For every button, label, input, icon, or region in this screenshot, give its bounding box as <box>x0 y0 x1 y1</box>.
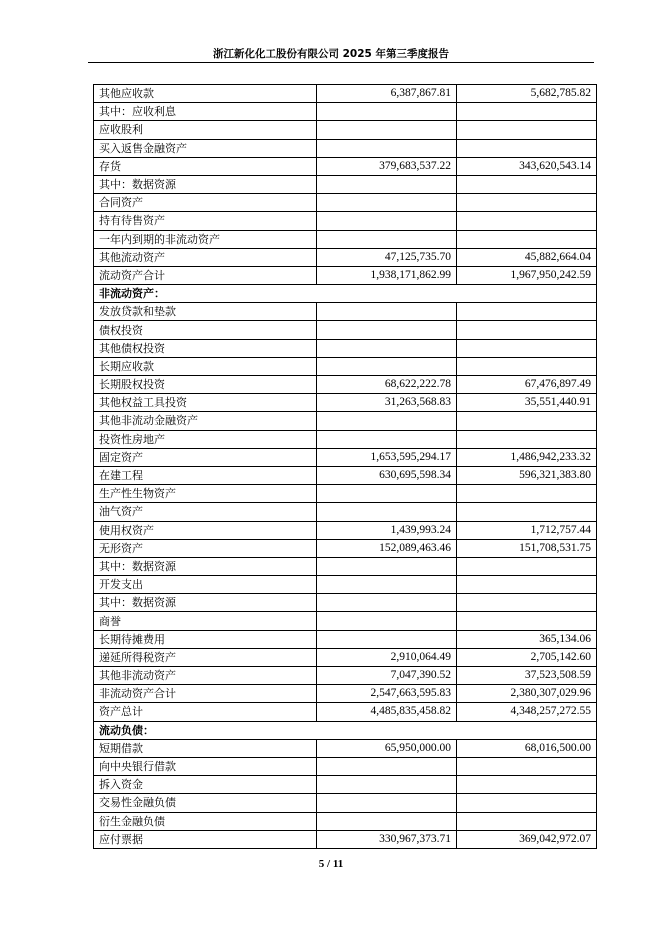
row-label: 在建工程 <box>94 466 317 484</box>
row-label: 油气资产 <box>94 503 317 521</box>
table-row <box>94 212 597 230</box>
period-end-value <box>317 121 457 139</box>
row-label: 商誉 <box>94 612 317 630</box>
prior-year-end-value: 37,523,508.59 <box>457 667 597 685</box>
period-end-value <box>317 412 457 430</box>
row-label: 买入返售金融资产 <box>94 139 317 157</box>
table-row <box>94 794 597 812</box>
prior-year-end-value <box>457 503 597 521</box>
section-label: 流动负债： <box>94 721 597 739</box>
prior-year-end-value: 1,486,942,233.32 <box>457 448 597 466</box>
period-end-value <box>317 212 457 230</box>
prior-year-end-value <box>457 212 597 230</box>
table-row <box>94 103 597 121</box>
period-end-value: 379,683,537.22 <box>317 157 457 175</box>
table-row <box>94 339 597 357</box>
row-label: 使用权资产 <box>94 521 317 539</box>
table-row <box>94 321 597 339</box>
prior-year-end-value: 45,882,664.04 <box>457 248 597 266</box>
section-label: 非流动资产： <box>94 285 597 303</box>
prior-year-end-value <box>457 612 597 630</box>
prior-year-end-value <box>457 557 597 575</box>
period-end-value <box>317 357 457 375</box>
balance-sheet-table <box>93 84 597 849</box>
table-row <box>94 466 597 484</box>
period-end-value: 2,910,064.49 <box>317 648 457 666</box>
period-end-value <box>317 303 457 321</box>
prior-year-end-value <box>457 430 597 448</box>
row-label: 持有待售资产 <box>94 212 317 230</box>
period-end-value <box>317 594 457 612</box>
prior-year-end-value: 5,682,785.82 <box>457 85 597 103</box>
period-end-value: 31,263,568.83 <box>317 394 457 412</box>
table-row <box>94 248 597 266</box>
prior-year-end-value: 35,551,440.91 <box>457 394 597 412</box>
row-label: 一年内到期的非流动资产 <box>94 230 317 248</box>
table-row <box>94 394 597 412</box>
period-end-value <box>317 339 457 357</box>
prior-year-end-value: 2,380,307,029.96 <box>457 685 597 703</box>
period-end-value: 2,547,663,595.83 <box>317 685 457 703</box>
row-label: 合同资产 <box>94 194 317 212</box>
table-row <box>94 448 597 466</box>
period-end-value <box>317 776 457 794</box>
prior-year-end-value <box>457 303 597 321</box>
period-end-value: 7,047,390.52 <box>317 667 457 685</box>
row-label: 债权投资 <box>94 321 317 339</box>
period-end-value <box>317 757 457 775</box>
table-row <box>94 612 597 630</box>
section-header-row <box>94 721 597 739</box>
period-end-value <box>317 194 457 212</box>
row-label: 应收股利 <box>94 121 317 139</box>
period-end-value <box>317 630 457 648</box>
row-label: 递延所得税资产 <box>94 648 317 666</box>
prior-year-end-value <box>457 485 597 503</box>
prior-year-end-value <box>457 194 597 212</box>
table-row <box>94 376 597 394</box>
table-row <box>94 303 597 321</box>
row-label: 长期待摊费用 <box>94 630 317 648</box>
prior-year-end-value <box>457 794 597 812</box>
period-end-value <box>317 576 457 594</box>
period-end-value: 1,653,595,294.17 <box>317 448 457 466</box>
prior-year-end-value: 67,476,897.49 <box>457 376 597 394</box>
table-row <box>94 503 597 521</box>
prior-year-end-value <box>457 103 597 121</box>
prior-year-end-value <box>457 139 597 157</box>
table-row <box>94 412 597 430</box>
period-end-value <box>317 503 457 521</box>
row-label: 资产总计 <box>94 703 317 721</box>
table-row <box>94 830 597 848</box>
table-row <box>94 594 597 612</box>
table-row <box>94 485 597 503</box>
table-row <box>94 576 597 594</box>
period-end-value: 1,439,993.24 <box>317 521 457 539</box>
section-header-row <box>94 285 597 303</box>
period-end-value: 4,485,835,458.82 <box>317 703 457 721</box>
prior-year-end-value: 343,620,543.14 <box>457 157 597 175</box>
table-row <box>94 194 597 212</box>
period-end-value <box>317 430 457 448</box>
table-row <box>94 539 597 557</box>
table-row <box>94 139 597 157</box>
row-label: 其他应收款 <box>94 85 317 103</box>
prior-year-end-value <box>457 230 597 248</box>
period-end-value: 330,967,373.71 <box>317 830 457 848</box>
period-end-value: 630,695,598.34 <box>317 466 457 484</box>
period-end-value <box>317 103 457 121</box>
row-label: 拆入资金 <box>94 776 317 794</box>
period-end-value <box>317 175 457 193</box>
table-row <box>94 739 597 757</box>
period-end-value <box>317 557 457 575</box>
table-row <box>94 230 597 248</box>
row-label: 短期借款 <box>94 739 317 757</box>
prior-year-end-value: 1,712,757.44 <box>457 521 597 539</box>
table-row <box>94 175 597 193</box>
period-end-value: 6,387,867.81 <box>317 85 457 103</box>
row-label: 其他非流动资产 <box>94 667 317 685</box>
period-end-value <box>317 612 457 630</box>
prior-year-end-value <box>457 175 597 193</box>
table-row <box>94 557 597 575</box>
prior-year-end-value: 4,348,257,272.55 <box>457 703 597 721</box>
row-label: 应付票据 <box>94 830 317 848</box>
row-label: 向中央银行借款 <box>94 757 317 775</box>
prior-year-end-value: 596,321,383.80 <box>457 466 597 484</box>
prior-year-end-value <box>457 576 597 594</box>
prior-year-end-value <box>457 412 597 430</box>
row-label: 非流动资产合计 <box>94 685 317 703</box>
prior-year-end-value: 151,708,531.75 <box>457 539 597 557</box>
table-row <box>94 121 597 139</box>
row-label: 其中：数据资源 <box>94 594 317 612</box>
table-row <box>94 85 597 103</box>
row-label: 生产性生物资产 <box>94 485 317 503</box>
page-number: 5 / 11 <box>318 858 344 870</box>
balance-sheet-body <box>94 85 597 849</box>
period-end-value <box>317 812 457 830</box>
report-header-title: 浙江新化化工股份有限公司 2025 年第三季度报告 <box>212 48 450 60</box>
row-label: 流动资产合计 <box>94 266 317 284</box>
table-row <box>94 667 597 685</box>
period-end-value: 68,622,222.78 <box>317 376 457 394</box>
row-label: 无形资产 <box>94 539 317 557</box>
table-row <box>94 812 597 830</box>
row-label: 衍生金融负债 <box>94 812 317 830</box>
period-end-value <box>317 794 457 812</box>
table-row <box>94 157 597 175</box>
table-row <box>94 757 597 775</box>
prior-year-end-value <box>457 339 597 357</box>
row-label: 其中：数据资源 <box>94 175 317 193</box>
prior-year-end-value: 369,042,972.07 <box>457 830 597 848</box>
prior-year-end-value <box>457 321 597 339</box>
period-end-value <box>317 485 457 503</box>
table-row <box>94 430 597 448</box>
row-label: 开发支出 <box>94 576 317 594</box>
table-row <box>94 703 597 721</box>
period-end-value <box>317 321 457 339</box>
period-end-value <box>317 230 457 248</box>
prior-year-end-value: 2,705,142.60 <box>457 648 597 666</box>
row-label: 发放贷款和垫款 <box>94 303 317 321</box>
table-row <box>94 648 597 666</box>
row-label: 交易性金融负债 <box>94 794 317 812</box>
header-divider <box>88 62 594 63</box>
prior-year-end-value <box>457 594 597 612</box>
row-label: 其他流动资产 <box>94 248 317 266</box>
prior-year-end-value <box>457 776 597 794</box>
row-label: 固定资产 <box>94 448 317 466</box>
row-label: 其中：应收利息 <box>94 103 317 121</box>
row-label: 长期应收款 <box>94 357 317 375</box>
table-row <box>94 776 597 794</box>
prior-year-end-value: 1,967,950,242.59 <box>457 266 597 284</box>
period-end-value: 65,950,000.00 <box>317 739 457 757</box>
row-label: 其他权益工具投资 <box>94 394 317 412</box>
prior-year-end-value <box>457 121 597 139</box>
period-end-value: 47,125,735.70 <box>317 248 457 266</box>
period-end-value <box>317 139 457 157</box>
row-label: 投资性房地产 <box>94 430 317 448</box>
period-end-value: 1,938,171,862.99 <box>317 266 457 284</box>
period-end-value: 152,089,463.46 <box>317 539 457 557</box>
row-label: 存货 <box>94 157 317 175</box>
prior-year-end-value: 68,016,500.00 <box>457 739 597 757</box>
table-row <box>94 266 597 284</box>
table-row <box>94 521 597 539</box>
row-label: 其中：数据资源 <box>94 557 317 575</box>
row-label: 其他债权投资 <box>94 339 317 357</box>
table-row <box>94 630 597 648</box>
prior-year-end-value <box>457 357 597 375</box>
prior-year-end-value <box>457 812 597 830</box>
prior-year-end-value: 365,134.06 <box>457 630 597 648</box>
row-label: 长期股权投资 <box>94 376 317 394</box>
row-label: 其他非流动金融资产 <box>94 412 317 430</box>
table-row <box>94 357 597 375</box>
table-row <box>94 685 597 703</box>
prior-year-end-value <box>457 757 597 775</box>
